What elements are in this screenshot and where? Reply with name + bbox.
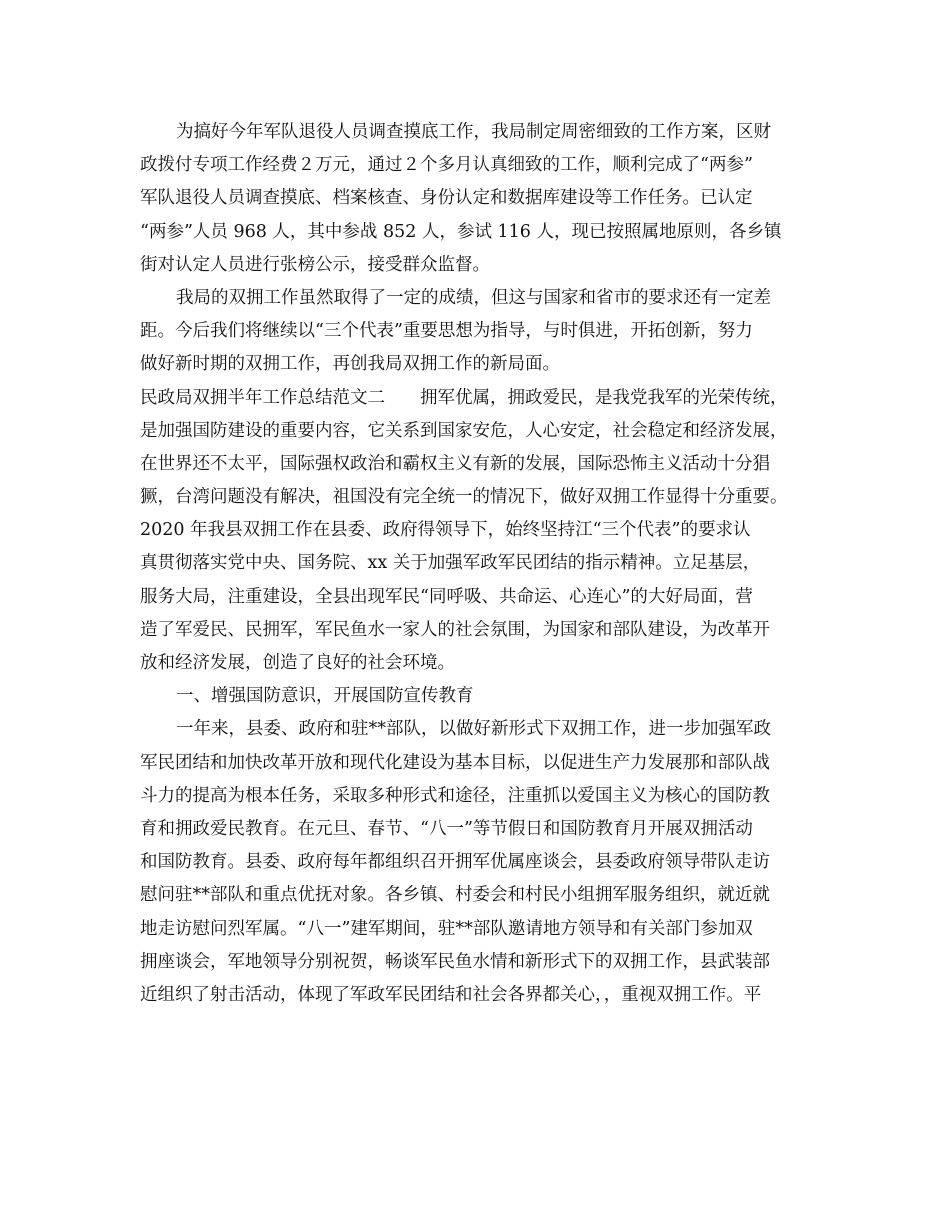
text-line: 是加强国防建设的重要内容，它关系到国家安危，人心安定，社会稳定和经济发展，	[140, 420, 788, 441]
text-line: 在世界还不太平，国际强权政治和霸权主义有新的发展，国际恐怖主义活动十分猖	[140, 453, 770, 474]
text-line: 距。今后我们将继续以“三个代表”重要思想为指导，与时俱进，开拓创新，努力	[140, 321, 753, 342]
text-line: 服务大局，注重建设，全县出现军民“同呼吸、共命运、心连心”的大好局面，营	[140, 586, 753, 607]
text-line: 獗，台湾问题没有解决，祖国没有完全统一的情况下，做好双拥工作显得十分重要。	[140, 487, 788, 508]
text-line: 我局的双拥工作虽然取得了一定的成绩，但这与国家和省市的要求还有一定差	[176, 287, 771, 308]
text-line: 军民团结和加快改革开放和现代化建设为基本目标，以促进生产力发展那和部队战	[140, 752, 770, 773]
text-line: 地走访慰问烈军属。“八一”建军期间，驻**部队邀请地方领导和有关部门参加双	[140, 918, 753, 939]
text-line: 慰问驻**部队和重点优抚对象。各乡镇、村委会和村民小组拥军服务组织，就近就	[140, 885, 770, 906]
text-line: 街对认定人员进行张榜公示，接受群众监督。	[140, 254, 490, 275]
text-line: 为搞好今年军队退役人员调查摸底工作，我局制定周密细致的工作方案，区财	[176, 122, 771, 142]
text-line: 做好新时期的双拥工作，再创我局双拥工作的新局面。	[140, 354, 560, 375]
text-line: 育和拥政爱民教育。在元旦、春节、“八一”等节假日和国防教育月开展双拥活动	[140, 818, 753, 839]
text-line: 政拨付专项工作经费２万元，通过２个多月认真细致的工作，顺利完成了“两参”	[140, 155, 753, 176]
text-line: 拥座谈会，军地领导分别祝贺，畅谈军民鱼水情和新形式下的双拥工作，县武装部	[140, 951, 770, 972]
text-line: 一、增强国防意识，开展国防宣传教育	[176, 686, 474, 707]
text-line: 民政局双拥半年工作总结范文二 拥军优属，拥政爱民，是我党我军的光荣传统，	[140, 387, 788, 408]
text-line: 军队退役人员调查摸底、档案核查、身份认定和数据库建设等工作任务。已认定	[140, 188, 753, 209]
text-line: 近组织了射击活动，体现了军政军民团结和社会各界都关心，，重视双拥工作。平	[140, 984, 762, 1005]
text-line: 2020 年我县双拥工作在县委、政府得领导下，始终坚持江“三个代表”的要求认	[140, 520, 751, 541]
text-line: 和国防教育。县委、政府每年都组织召开拥军优属座谈会，县委政府领导带队走访	[140, 852, 770, 873]
text-line: 斗力的提高为根本任务，采取多种形式和途径，注重抓以爱国主义为核心的国防教	[140, 785, 770, 806]
text-line: 一年来，县委、政府和驻**部队，以做好新形式下双拥工作，进一步加强军政	[176, 719, 771, 740]
text-line: 造了军爱民、民拥军，军民鱼水一家人的社会氛围，为国家和部队建设，为改革开	[140, 619, 770, 640]
text-line: 放和经济发展，创造了良好的社会环境。	[140, 653, 455, 673]
text-line: 真贯彻落实党中央、国务院、xx 关于加强军政军民团结的指示精神。立足基层，	[140, 553, 761, 574]
document-body	[140, 116, 830, 1012]
text-line: “两参”人员 968 人，其中参战 852 人，参试 116 人，现已按照属地原则，各乡镇	[140, 221, 782, 242]
